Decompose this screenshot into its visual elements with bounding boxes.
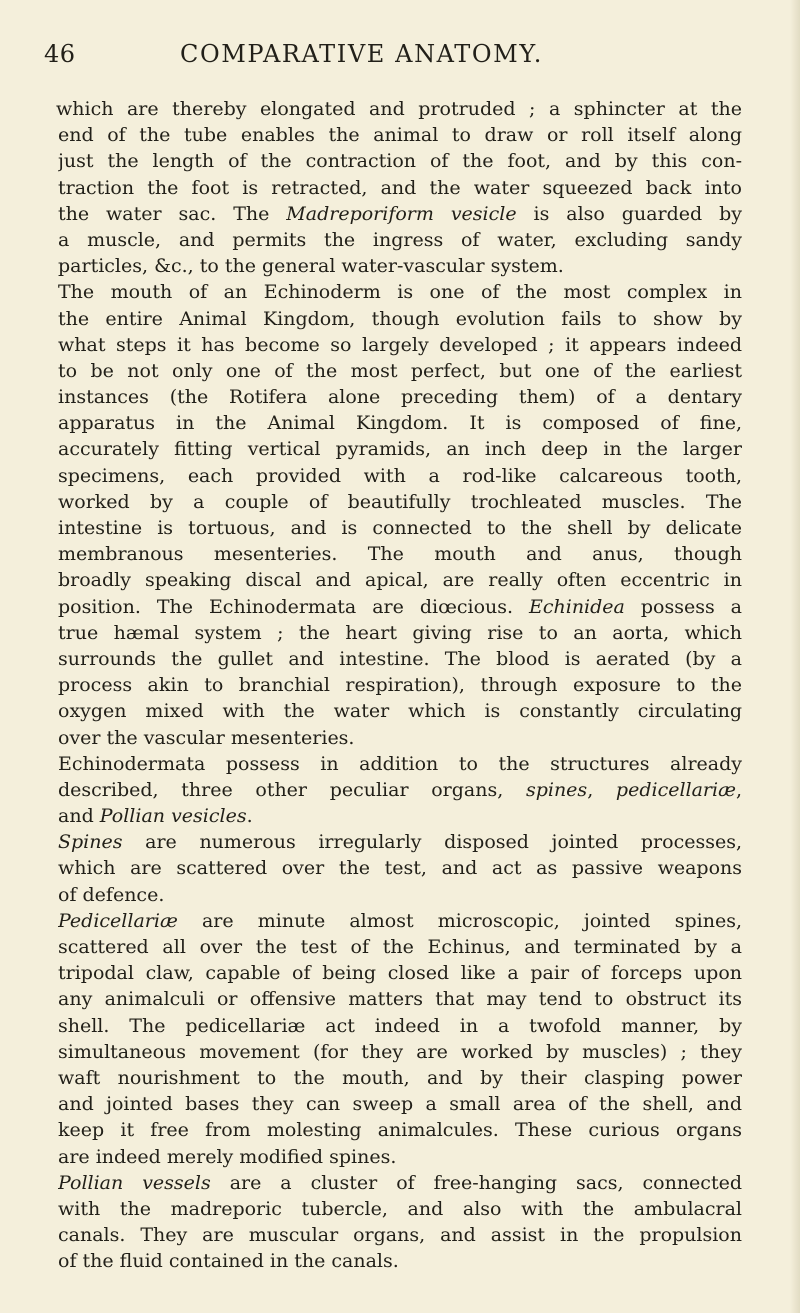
text-line: Pedicellariæ are minute almost microscopic, jointed spines,	[58, 909, 742, 932]
italic-term: Madreporiform vesicle	[286, 202, 517, 225]
page-edge-shadow	[790, 0, 800, 1313]
text-line: position. The Echinodermata are diœcious. Echinidea possess a	[58, 595, 742, 618]
page-number: 46	[44, 40, 76, 68]
text-line: which are scattered over the test, and act as passive weapons	[58, 857, 742, 880]
italic-term: Pollian vessels	[58, 1171, 211, 1194]
text-line: any animalculi or offensive matters that may tend to obstruct its	[58, 988, 742, 1011]
text-line: described, three other peculiar organs, spines, pedicellariæ,	[58, 778, 742, 801]
text-line: just the length of the contraction of the foot, and by this con-	[58, 150, 742, 173]
body-text	[58, 96, 742, 1274]
italic-term: spines	[525, 778, 588, 801]
text-line: particles, &c., to the general water-vascular system.	[58, 255, 564, 278]
text-line: broadly speaking discal and apical, are really often eccentric in	[58, 569, 742, 592]
text-line: are indeed merely modified spines.	[58, 1145, 397, 1168]
text-line: and jointed bases they can sweep a small area of the shell, and	[58, 1093, 742, 1116]
text-line: over the vascular mesenteries.	[58, 726, 355, 749]
text-line: of defence.	[58, 883, 165, 906]
text-line: keep it free from molesting animalcules. These curious organs	[58, 1119, 742, 1142]
text-line: tripodal claw, capable of being closed like a pair of forceps upon	[58, 962, 742, 985]
italic-term: pedicellariæ	[615, 778, 736, 801]
italic-term: Pollian vesicles	[99, 805, 247, 828]
text-line: the water sac. The Madreporiform vesicle is also guarded by	[58, 202, 742, 225]
text-line: worked by a couple of beautifully trochleated muscles. The	[58, 490, 742, 513]
text-line: end of the tube enables the animal to draw or roll itself along	[58, 124, 742, 147]
text-line: Pollian vessels are a cluster of free-hanging sacs, connected	[58, 1171, 742, 1194]
italic-term: Spines	[58, 831, 123, 854]
text-line: accurately fitting vertical pyramids, an inch deep in the larger	[58, 438, 742, 461]
text-line: scattered all over the test of the Echinus, and terminated by a	[58, 936, 742, 958]
text-line: the entire Animal Kingdom, though evolution fails to show by	[58, 307, 742, 330]
text-line: membranous mesenteries. The mouth and anus, though	[58, 543, 742, 566]
italic-term: Echinidea	[529, 595, 625, 618]
text-line: to be not only one of the most perfect, but one of the earliest	[58, 359, 742, 382]
text-line: a muscle, and permits the ingress of water, excluding sandy	[58, 228, 742, 251]
running-title: COMPARATIVE ANATOMY.	[180, 40, 543, 68]
text-line: which are thereby elongated and protruded ; a sphincter at the	[56, 98, 742, 120]
text-line: shell. The pedicellariæ act indeed in a twofold manner, by	[58, 1014, 742, 1037]
text-line: and Pollian vesicles.	[58, 805, 253, 828]
text-line: oxygen mixed with the water which is constantly circulating	[58, 700, 742, 723]
text-line: true hæmal system ; the heart giving rise to an aorta, which	[58, 621, 742, 644]
text-line: specimens, each provided with a rod-like calcareous tooth,	[58, 464, 742, 487]
text-line: surrounds the gullet and intestine. The blood is aerated (by a	[58, 647, 742, 670]
text-line: with the madreporic tubercle, and also with the ambulacral	[58, 1197, 742, 1220]
text-line: process akin to branchial respiration), through exposure to the	[58, 674, 742, 697]
text-line: simultaneous movement (for they are worked by muscles) ; they	[58, 1040, 742, 1063]
text-line: instances (the Rotifera alone preceding them) of a dentary	[58, 386, 742, 409]
text-line: canals. They are muscular organs, and assist in the propulsion	[58, 1224, 742, 1247]
text-line: waft nourishment to the mouth, and by their clasping power	[58, 1066, 742, 1089]
text-line: The mouth of an Echinoderm is one of the most complex in	[58, 281, 742, 304]
text-line: Echinodermata possess in addition to the structures already	[58, 752, 742, 775]
text-line: apparatus in the Animal Kingdom. It is composed of fine,	[58, 412, 742, 435]
text-line: intestine is tortuous, and is connected to the shell by delicate	[58, 517, 742, 539]
text-line: traction the foot is retracted, and the water squeezed back into	[58, 176, 742, 199]
italic-term: Pedicellariæ	[58, 909, 178, 932]
text-line: what steps it has become so largely developed ; it appears indeed	[58, 333, 742, 356]
text-line: of the fluid contained in the canals.	[58, 1250, 399, 1273]
page-header	[44, 40, 744, 76]
text-line: Spines are numerous irregularly disposed jointed processes,	[58, 831, 742, 854]
